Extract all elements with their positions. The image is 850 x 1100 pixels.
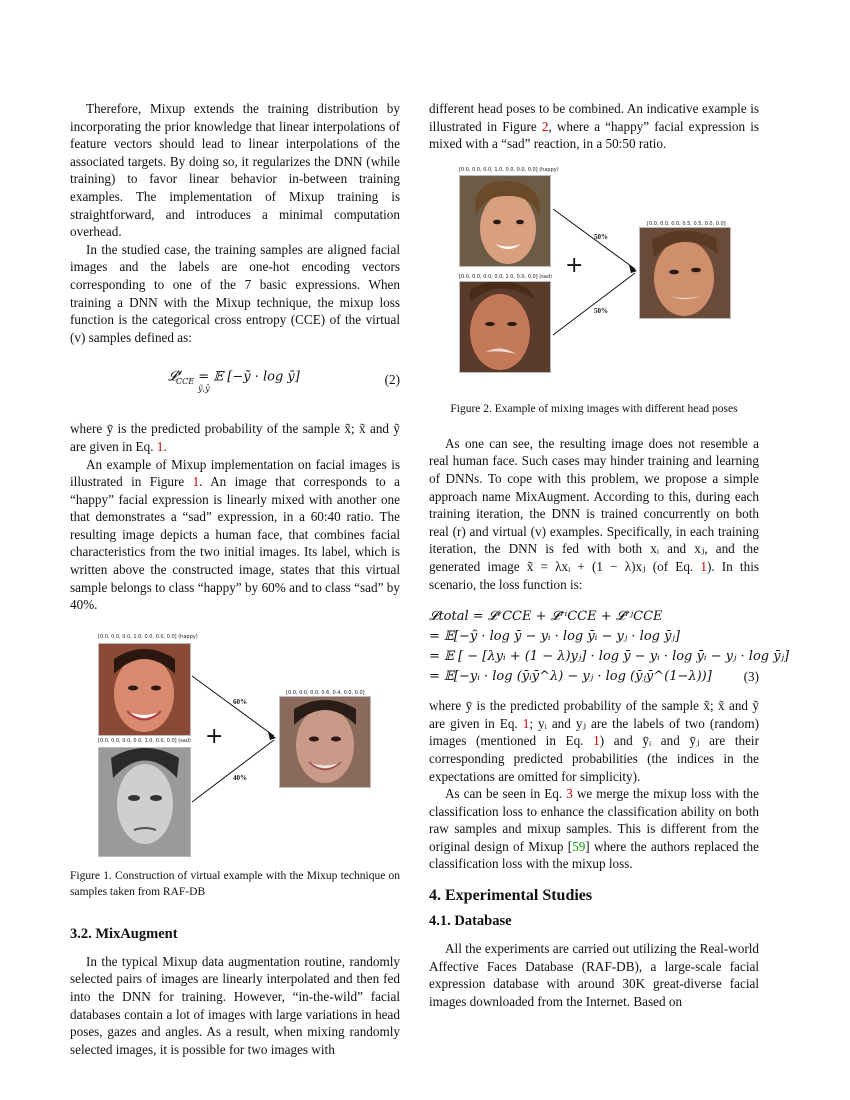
eq-rhs: = 𝔼 [−ỹ · log ȳ] bbox=[194, 369, 300, 385]
equation-ref-link[interactable]: 3 bbox=[566, 786, 573, 802]
text: ). In this scenario, the loss function is: bbox=[429, 558, 759, 592]
eq-underscript: ỹ,ȳ bbox=[198, 384, 210, 394]
face-image-happy bbox=[459, 175, 551, 267]
face-image-mixed bbox=[279, 696, 371, 788]
text: . An image that corresponds to a “happy” facial expression is linearly mixed with another one that demonstrates a “sad” expression, in a 60:40 ratio. The resulting image depicts a human face, that combines facial characteristics from the two initial images. Its label, which is written above the constructed image, states that this virtual sample belongs to class “happy” by 60% and to class “sad” by 40%. bbox=[70, 474, 400, 613]
equation-3-line: 𝓛total = 𝓛ᵛCCE + 𝓛ʳⁱCCE + 𝓛ʳʲCCE bbox=[429, 609, 663, 625]
equation-ref-link[interactable]: 1 bbox=[700, 558, 707, 574]
weight-label-top: 60% bbox=[233, 697, 247, 706]
paragraph: In the typical Mixup data augmentation routine, randomly selected pairs of images are linearly interpolated and then fed into the DNN for training. However, “in-the-wild” facial databases contain a lot of images with large variations in head poses, gazes and angles. As a result, when mixing randomly selected images, it is possible for two images with bbox=[70, 953, 400, 1057]
paragraph: In the studied case, the training samples are aligned facial images and the labels are one-hot encoding vectors corresponding to one of the 7 basic expressions. When training a DNN with the Mixup technique, the mixup loss function is the categorical cross entropy (CCE) of the virtual (v) samples defined as: bbox=[70, 241, 400, 345]
eq-sup: v bbox=[177, 368, 182, 378]
text: As one can see, the resulting image does not resemble a real human face. Such cases may hinder training and learning of DNNs. To cope with this problem, we propose a simple approach name MixAugment. According to this, during each training iteration, the DNN is trained concurrently on both real (r) and virtual (v) examples. Specifically, in each training iteration, the DNN is fed with both xᵢ and xⱼ, and the generated image x̃ = λxᵢ + (1 − λ)xⱼ (of Eq. bbox=[429, 435, 759, 574]
text: ) and ȳᵢ and ȳⱼ are their corresponding predicted probabilities (the indices in the expectations are omitted for simplicity). bbox=[429, 733, 759, 784]
label-vector-sad: [0.0, 0.0, 0.0, 0.0, 1.0, 0.0, 0.0] (sad) bbox=[459, 273, 552, 280]
paragraph: All the experiments are carried out utilizing the Real-world Affective Faces Database (RAF-DB), a large-scale facial expression database with around 30K great-diverse facial images downloaded from the Internet. Based on bbox=[429, 941, 759, 1009]
eq-symbol: 𝓛 bbox=[168, 369, 178, 385]
eq-sub: CCE bbox=[175, 377, 195, 387]
weight-label-bottom: 40% bbox=[233, 773, 247, 782]
plus-sign: + bbox=[565, 252, 584, 278]
label-vector-mixed: [0.0, 0.0, 0.0, 0.5, 0.5, 0.0, 0.0] bbox=[647, 220, 726, 227]
text: where ȳ is the predicted probability of the sample x̃; x̃ and ỹ are given in Eq. bbox=[429, 698, 759, 731]
plus-sign: + bbox=[205, 723, 224, 749]
text: where ȳ is the predicted probability of the sample x̃; x̃ and ỹ are given in Eq. bbox=[70, 421, 400, 454]
weight-label-top: 50% bbox=[594, 232, 608, 241]
equation-3-line: = 𝔼[−ỹ · log ȳ − yᵢ · log ȳᵢ − yⱼ · log ȳⱼ] bbox=[429, 629, 680, 645]
section-heading-4-1: 4.1. Database bbox=[429, 913, 512, 930]
left-column bbox=[70, 100, 400, 1058]
right-column bbox=[429, 100, 790, 1010]
equation-ref-link[interactable]: 1 bbox=[522, 715, 530, 731]
text: we merge the mixup loss with the classification loss to enhance the classification ability on both raw samples and mixup samples. This is different from the original design of Mixup [ bbox=[429, 786, 759, 854]
label-vector-happy: [0.0, 0.0, 0.0, 1.0, 0.0, 0.0, 0.0] (happy) bbox=[98, 633, 198, 640]
paragraph bbox=[70, 420, 400, 455]
paragraph bbox=[429, 435, 759, 593]
text: An example of Mixup implementation on facial images is illustrated in Figure bbox=[70, 456, 400, 490]
label-vector-mixed: [0.0, 0.0, 0.0, 0.6, 0.4, 0.0, 0.0] bbox=[286, 689, 365, 696]
paragraph: Therefore, Mixup extends the training distribution by incorporating the prior knowledge that linear interpolations of feature vectors should lead to linear interpolations of the associated targets. By doing so, it regularizes the DNN (while training) to favor linear behavior in-between training examples. The implementation of Mixup training is straightforward, and introduces a minimal computation overhead. bbox=[70, 101, 400, 240]
paragraph bbox=[429, 785, 759, 873]
text: ; yᵢ and yⱼ are the labels of two (random) images (mentioned in Eq. bbox=[429, 715, 759, 749]
mix-arrows bbox=[188, 674, 280, 804]
face-image-mixed bbox=[639, 227, 731, 319]
text: As can be seen in Eq. bbox=[445, 786, 567, 802]
label-vector-sad: [0.0, 0.0, 0.0, 0.0, 1.0, 0.0, 0.0] (sad) bbox=[98, 737, 191, 744]
face-image-happy bbox=[98, 643, 191, 736]
equation-2-body bbox=[168, 368, 300, 393]
face-image-sad bbox=[98, 747, 191, 857]
mix-arrows bbox=[549, 207, 641, 337]
face-image-sad bbox=[459, 281, 551, 373]
equation-3-line: = 𝔼[−yᵢ · log (ȳᵢȳ^λ) − yⱼ · log (ȳⱼȳ^(1−λ))] bbox=[429, 669, 712, 685]
weight-label-bottom: 50% bbox=[594, 306, 608, 315]
label-vector-happy: [0.0, 0.0, 0.0, 1.0, 0.0, 0.0, 0.0] (happy) bbox=[459, 166, 559, 173]
text: . bbox=[163, 438, 167, 454]
section-heading-3-2: 3.2. MixAugment bbox=[70, 925, 178, 942]
figure-ref-link[interactable]: 1 bbox=[192, 474, 200, 490]
equation-3-line: = 𝔼 [ − [λyᵢ + (1 − λ)yⱼ] · log ȳ − yᵢ · log ȳᵢ − yⱼ · log ȳⱼ] bbox=[429, 649, 790, 665]
equation-3 bbox=[429, 607, 790, 687]
equation-ref-link[interactable]: 1 bbox=[156, 438, 164, 454]
figure-1-caption: Figure 1. Construction of virtual example with the Mixup technique on samples taken from RAF-DB bbox=[70, 869, 400, 898]
citation-link[interactable]: 59 bbox=[572, 838, 586, 854]
figure-2 bbox=[429, 167, 759, 393]
text: ] where the authors replaced the classification loss with the mixup loss. bbox=[429, 838, 759, 872]
equation-number: (3) bbox=[743, 669, 759, 685]
section-heading-4: 4. Experimental Studies bbox=[429, 887, 593, 905]
paragraph bbox=[429, 697, 759, 785]
figure-2-caption: Figure 2. Example of mixing images with different head poses bbox=[450, 402, 738, 415]
paragraph bbox=[429, 100, 759, 153]
equation-ref-link[interactable]: 1 bbox=[593, 733, 600, 749]
figure-ref-link[interactable]: 2 bbox=[541, 118, 549, 134]
figure-1 bbox=[70, 634, 400, 860]
equation-2 bbox=[70, 358, 400, 410]
text: , where a “happy” facial expression is mixed with a “sad” reaction, in a 50:50 ratio. bbox=[429, 118, 759, 152]
text: different head poses to be combined. An indicative example is illustrated in Figure bbox=[429, 101, 759, 134]
paragraph bbox=[70, 456, 400, 614]
equation-number: (2) bbox=[384, 372, 400, 388]
